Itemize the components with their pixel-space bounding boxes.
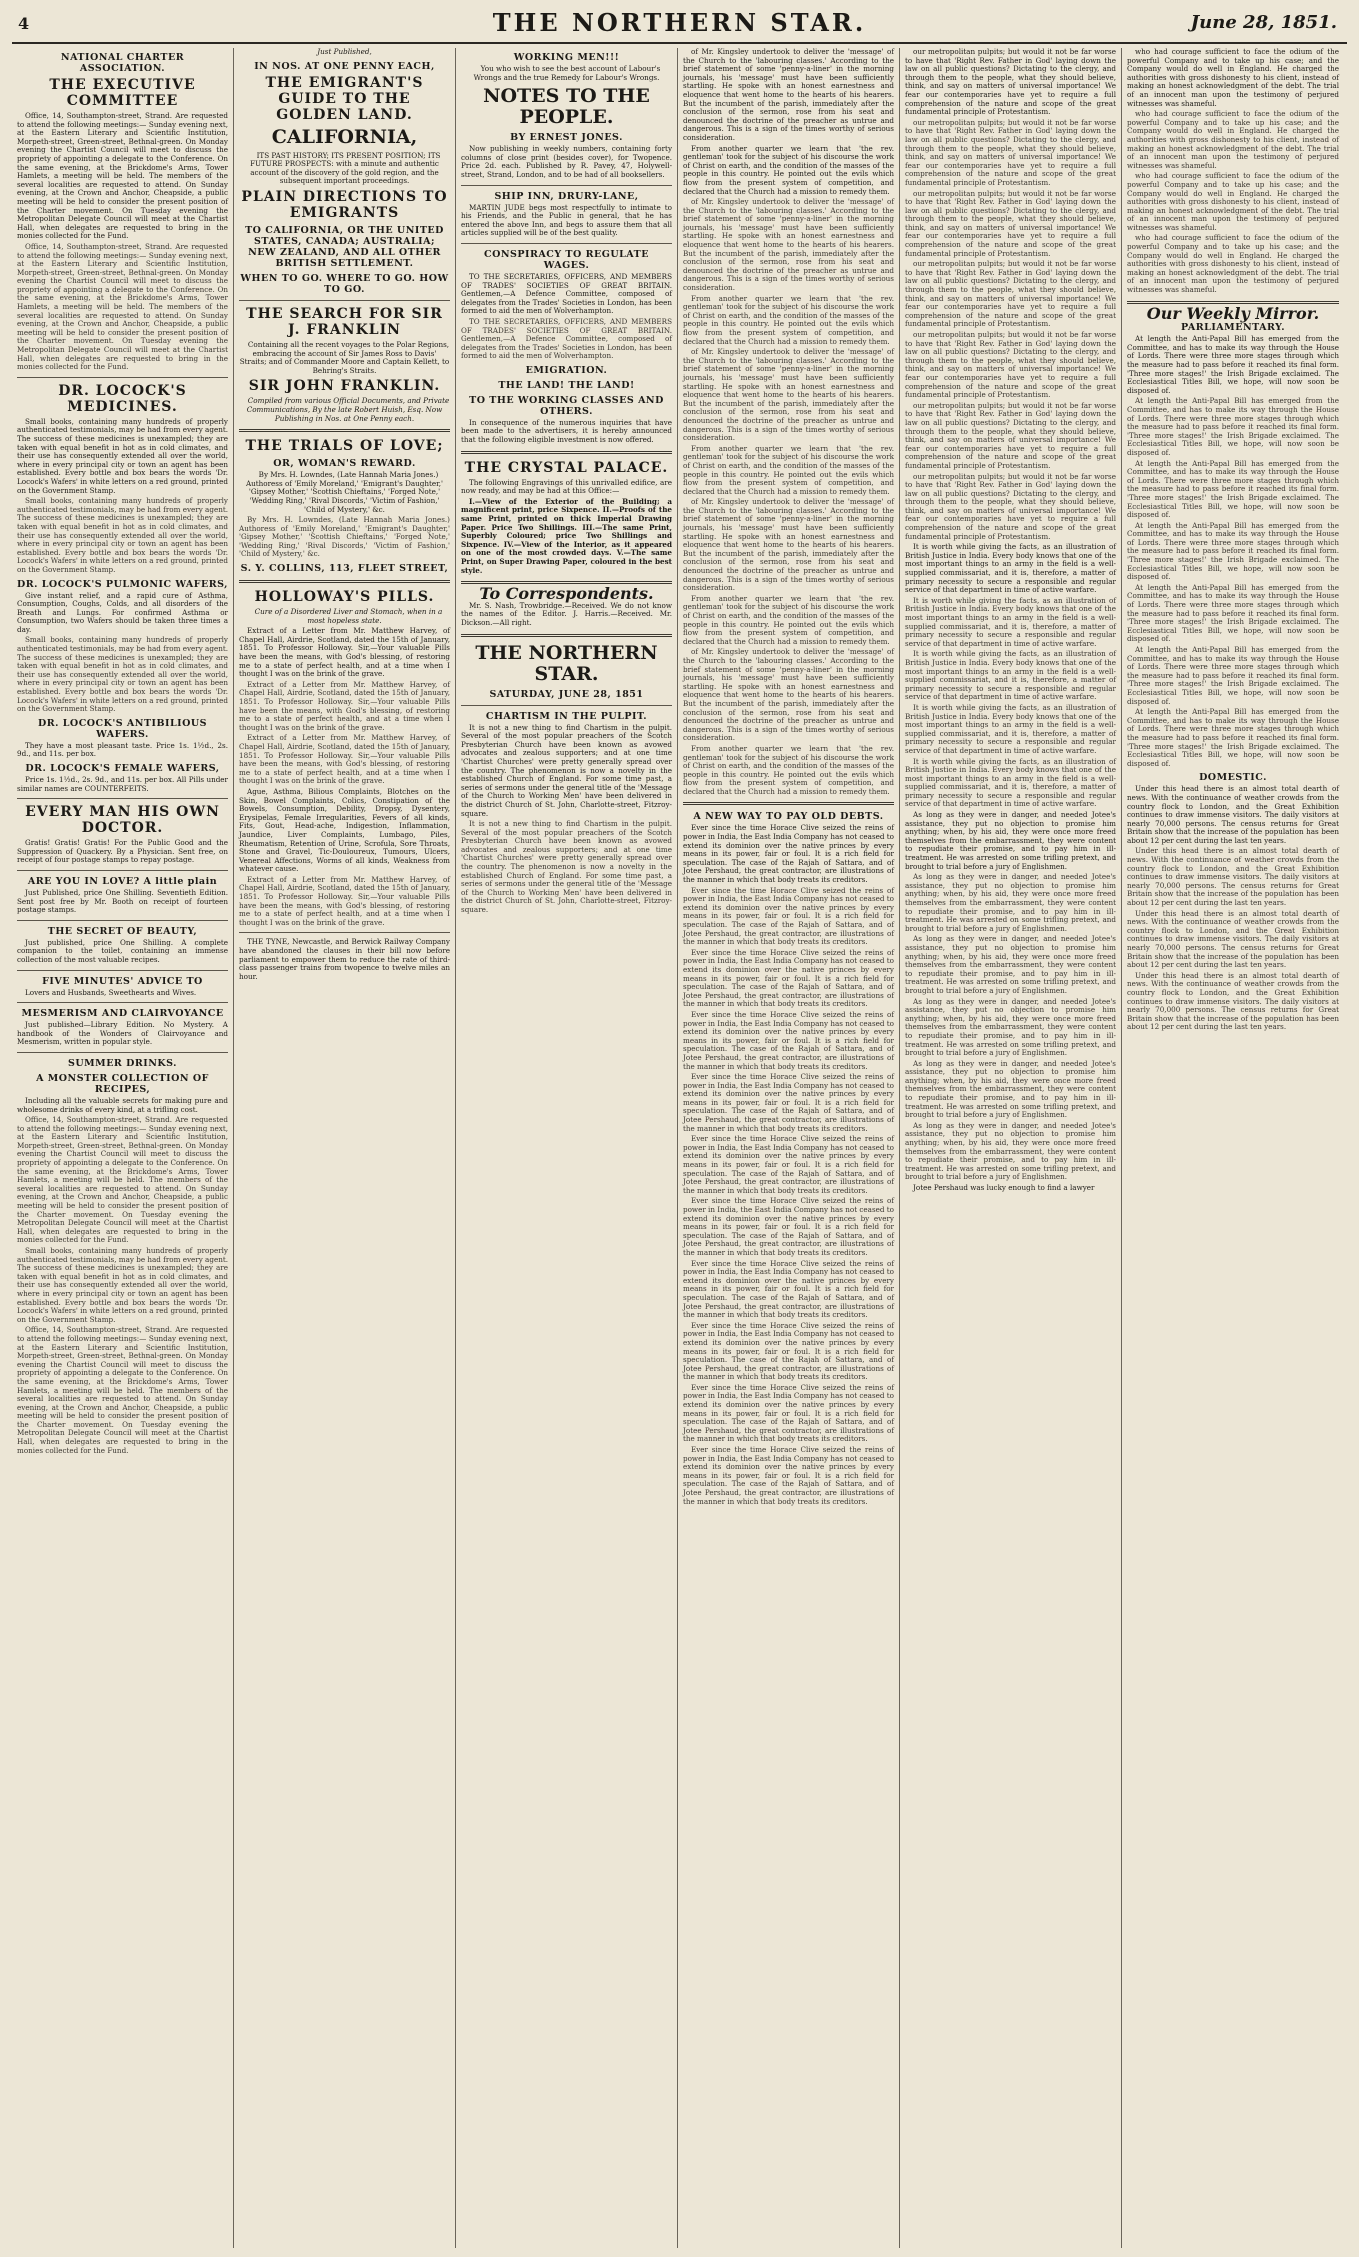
in-love-body: Just Published, price One Shilling. Seventieth Edition. Sent post free by Mr. Booth on receipt of fourteen postage stamps.	[17, 887, 228, 915]
old-debts-cont-3: Ever since the time Horace Clive seized the reins of power in India, the East India Company has not ceased to extend its dominion over the native princes by every means in its power, fair or foul. It is a rich field for speculation. The case of the Rajah of Sattara, and of Jotee Pershaud, the great contractor, are illustrations of the manner in which that body treats its creditors.	[683, 1009, 895, 1071]
five-minutes-title: FIVE MINUTES' ADVICE TO	[42, 975, 203, 987]
publisher-line: S. Y. COLLINS, 113, FLEET STREET,	[240, 563, 449, 575]
notes-to-people-heading: NOTES TO THE PEOPLE.	[483, 85, 650, 129]
pulpit-cont-4: our metropolitan pulpits; but would it not be far worse to have that 'Right Rev. Father in God' laying down the law on all public questions? Dictating to the clergy, and through them to the people, what they should believe, think, and say on matters of universal importance! We fear our contemporaries have yet to require a full comprehension of the nature and scope of the great fundamental principle of Protestantism.	[905, 330, 1116, 400]
masthead	[0, 0, 1359, 44]
california-body: ITS PAST HISTORY; ITS PRESENT POSITION; ITS FUTURE PROSPECTS: with a minute and authentic account of the discovery of the gold region, and the subsequent important proceedings.	[250, 150, 441, 186]
divider	[461, 634, 672, 637]
conspiracy-body: TO THE SECRETARIES, OFFICERS, AND MEMBERS OF TRADES' SOCIETIES OF GREAT BRITAIN. Gentlemen,—A Defence Committee, composed of delegates from the Trades' Societies in London, has been formed to aid the men of Wolverhampton.	[461, 271, 672, 316]
pulpit-article-cont: our metropolitan pulpits; but would it not be far worse to have that 'Right Rev. Father in God' laying down the law on all public questions? Dictating to the clergy, and through them to the people, what they should believe, think, and say on matters of universal importance! We fear our contemporaries have yet to require a full comprehension of the nature and scope of the great fundamental principle of Protestantism.	[905, 48, 1116, 117]
search-franklin-heading: THE SEARCH FOR SIR J. FRANKLIN	[246, 305, 443, 338]
executive-committee-heading: THE EXECUTIVE COMMITTEE	[49, 77, 196, 109]
company-cont-1: who had courage sufficient to face the odium of the powerful Company and to take up his case; and the Company would do well in England. He charged the authorities with gross dishonesty to his client, instead of making an honest acknowledgment of the debt. The trial of an innocent man upon the testimony of perjured witnesses was shameful.	[1127, 109, 1339, 170]
holloway-filler: Extract of a Letter from Mr. Matthew Harvey, of Chapel Hall, Airdrie, Scotland, dated the 15th of January, 1851. To Professor Holloway. Sir,—Your valuable Pills have been the means, with God's blessing, of restoring me to a state of perfect health, and at a time when I thought I was on the brink of the grave.	[239, 874, 450, 927]
summer-drinks-title: SUMMER DRINKS.	[68, 1057, 177, 1069]
divider	[461, 185, 672, 186]
working-men-heading: WORKING MEN!!!	[513, 52, 620, 63]
old-debts-heading: A NEW WAY TO PAY OLD DEBTS.	[693, 811, 884, 823]
correspondents-body: Mr. S. Nash, Trowbridge.—Received. We do not know the names of the Editor. J. Harris.—Received. Mr. Dickson.—All right.	[461, 600, 672, 627]
jotee-article: As long as they were in danger, and needed Jotee's assistance, they put no objection to promise him anything; when, by his aid, they were once more freed themselves from the embarrassment, they were content to repudiate their promise, and to pay him in ill-treatment. He was arrested on some trifling pretext, and brought to trial before a jury of Englishmen.	[905, 810, 1116, 871]
pulpit-cont-5: our metropolitan pulpits; but would it not be far worse to have that 'Right Rev. Father in God' laying down the law on all public questions? Dictating to the clergy, and through them to the people, what they should believe, think, and say on matters of universal importance! We fear our contemporaries have yet to require a full comprehension of the nature and scope of the great fundamental principle of Protestantism.	[905, 400, 1116, 470]
secret-beauty-title: THE SECRET OF BEAUTY,	[47, 925, 198, 937]
company-cont-2: who had courage sufficient to face the odium of the powerful Company and to take up his case; and the Company would do well in England. He charged the authorities with gross dishonesty to his client, instead of making an honest acknowledgment of the debt. The trial of an innocent man upon the testimony of perjured witnesses was shameful.	[1127, 171, 1339, 232]
five-minutes-body: Lovers and Husbands, Sweethearts and Wives.	[25, 987, 197, 997]
divider	[239, 429, 450, 432]
divider	[239, 300, 450, 301]
female-wafers-title: DR. LOCOCK'S FEMALE WAFERS,	[25, 763, 220, 774]
pulmonic-wafers-body-cont: Small books, containing many hundreds of properly authenticated testimonials, may be had from every agent. The success of these medicines is unexampled; they are taken with equal benefit in hot as in cold climates, and their use has consequently extended all over the world, where in every principal city or town an agent has been established. Every bottle and box bears the words 'Dr. Locock's Wafers' in white letters on a red ground, printed on the Government Stamp.	[17, 635, 228, 714]
pulmonic-wafers-title: DR. LOCOCK'S PULMONIC WAFERS,	[17, 578, 228, 590]
masthead-rule	[12, 42, 1347, 44]
col1-filler-2: Small books, containing many hundreds of properly authenticated testimonials, may be had from every agent. The success of these medicines is unexampled; they are taken with equal benefit in hot as in cold climates, and their use has consequently extended all over the world, where in every principal city or town an agent has been established. Every bottle and box bears the words 'Dr. Locock's Wafers' in white letters on a red ground, printed on the Government Stamp.	[17, 1246, 228, 1324]
jotee-footer: Jotee Pershaud was lucky enough to find a lawyer	[913, 1183, 1095, 1192]
old-debts-cont-8: Ever since the time Horace Clive seized the reins of power in India, the East India Company has not ceased to extend its dominion over the native princes by every means in its power, fair or foul. It is a rich field for speculation. The case of the Rajah of Sattara, and of Jotee Pershaud, the great contractor, are illustrations of the manner in which that body treats its creditors.	[683, 1320, 895, 1382]
old-debts-cont-2: Ever since the time Horace Clive seized the reins of power in India, the East India Company has not ceased to extend its dominion over the native princes by every means in its power, fair or foul. It is a rich field for speculation. The case of the Rajah of Sattara, and of Jotee Pershaud, the great contractor, are illustrations of the manner in which that body treats its creditors.	[683, 947, 895, 1009]
monster-collection-title: A MONSTER COLLECTION OF RECIPES,	[36, 1072, 209, 1095]
india-cont-2: It is worth while giving the facts, as an illustration of British Justice in India. Every body knows that one of the most important things to an army in the field is a well-supplied commissariat, and it is, therefore, a matter of primary necessity to secure a responsible and regular service of that department in time of active warfare.	[905, 649, 1116, 702]
issue-date: June 28, 1851.	[1190, 12, 1337, 33]
column-3	[456, 48, 678, 2248]
domestic-cont-3: Under this head there is an almost total dearth of news. With the continuance of weather crowds from the country flock to London, and the Great Exhibition continues to draw immense visitors. The daily visitors at nearly 70,000 persons. The census returns for Great Britain show that the increase of the population has been about 12 per cent during the last ten years.	[1127, 970, 1339, 1032]
crystal-palace-heading: THE CRYSTAL PALACE.	[464, 459, 669, 476]
india-justice-article: It is worth while giving the facts, as an illustration of British Justice in India. Every body knows that one of the most important things to an army in the field is a well-supplied commissariat, and it is, therefore, a matter of primary necessity to secure a responsible and regular service of that department in time of active warfare.	[905, 542, 1116, 595]
india-cont-3: It is worth while giving the facts, as an illustration of British Justice in India. Every body knows that one of the most important things to an army in the field is a well-supplied commissariat, and it is, therefore, a matter of primary necessity to secure a responsible and regular service of that department in time of active warfare.	[905, 702, 1116, 755]
locock-ad-title: DR. LOCOCK'S MEDICINES.	[58, 382, 187, 415]
chartism-pulpit-body: It is not a new thing to find Chartism in the pulpit. Several of the most popular preachers of the Scotch Presbyterian Church have been known as avowed advocates and zealous supporters; and at one time 'Chartist Churches' were pretty generally spread over the country. The phenomenon is now a novelty in the established Church of England. For some time past, a series of sermons under the general title of the 'Message of the Church to Working Men' have been delivered in the district Church of St. John, Charlotte-street, Fitzroy-square.	[461, 722, 672, 818]
holloway-sub: Cure of a Disordered Liver and Stomach, when in a most hopeless state.	[254, 607, 443, 625]
parliamentary-body: At length the Anti-Papal Bill has emerged from the Committee, and has to make its way through the House of Lords. There were three more stages through which the measure had to pass before it reached its final form. 'Three more stages!' the Irish Brigade exclaimed. The Ecclesiastical Titles Bill, we hope, will now soon be disposed of.	[1127, 334, 1339, 395]
own-doctor-body: Gratis! Gratis! Gratis! For the Public Good and the Suppression of Quackery. By a Physician. Sent free, on receipt of four postage stamps to repay postage.	[17, 838, 228, 865]
divider	[461, 243, 672, 244]
company-article: who had courage sufficient to face the odium of the powerful Company and to take up his case; and the Company would do well in England. He charged the authorities with gross dishonesty to his client, instead of making an honest acknowledgment of the debt. The trial of an innocent man upon the testimony of perjured witnesses was shameful.	[1127, 48, 1339, 108]
ernest-jones-byline: BY ERNEST JONES.	[510, 132, 623, 144]
parliamentary-heading: PARLIAMENTARY.	[1180, 322, 1286, 334]
old-debts-cont-1: Ever since the time Horace Clive seized the reins of power in India, the East India Company has not ceased to extend its dominion over the native princes by every means in its power, fair or foul. It is a rich field for speculation. The case of the Rajah of Sattara, and of Jotee Pershaud, the great contractor, are illustrations of the manner in which that body treats its creditors.	[683, 885, 895, 947]
domestic-heading: DOMESTIC.	[1199, 772, 1267, 784]
pulpit-cont-6: our metropolitan pulpits; but would it not be far worse to have that 'Right Rev. Father in God' laying down the law on all public questions? Dictating to the clergy, and through them to the people, what they should believe, think, and say on matters of universal importance! We fear our contemporaries have yet to require a full comprehension of the nature and scope of the great fundamental principle of Protestantism.	[905, 471, 1116, 541]
kingsley-cont-1: of Mr. Kingsley undertook to deliver the 'message' of the Church to the 'labouring classes.' According to the brief statement of some 'penny-a-liner' in the morning journals, his 'message' must have been sufficiently startling. He spoke with an honest earnestness and eloquence that went home to the hearts of his hearers. But the incumbent of the parish, immediately after the conclusion of the sermon, rose from his seat and denounced the doctrine of the preacher as untrue and dangerous. This is a sign of the times worthy of serious consideration.	[683, 197, 894, 293]
column-4	[678, 48, 900, 2248]
domestic-cont-1: Under this head there is an almost total dearth of news. With the continuance of weather crowds from the country flock to London, and the Great Exhibition continues to draw immense visitors. The daily visitors at nearly 70,000 persons. The census returns for Great Britain show that the increase of the population has been about 12 per cent during the last ten years.	[1127, 846, 1339, 908]
kingsley-cont-8: From another quarter we learn that 'the rev. gentleman' took for the subject of his discourse the work of Christ on earth, and the condition of the masses of the people in this country. He pointed out the evils which flow from the present system of competition, and declared that the Church had a mission to remedy them.	[683, 743, 894, 796]
column-2	[234, 48, 456, 2248]
col1-filler: Office, 14, Southampton-street, Strand. Are requested to attend the following meetings:— Sunday evening next, at the Eastern Literary and Scientific Institution, Morpeth-street, Green-street, Bethnal-green. On Monday evening the Chartist Council will meet to discuss the propriety of appointing a delegate to the Conference. On the same evening, at the Brickdome's Arms, Tower Hamlets, a meeting will be held. The members of the several localities are requested to attend. On Sunday evening, at the Crown and Anchor, Cheapside, a public meeting will be held to consider the present position of the Charter movement. On Tuesday evening the Metropolitan Delegate Council will meet at the Chartist Hall, when delegates are requested to bring in the monies collected for the Fund.	[17, 1115, 228, 1245]
trials-filler: By Mrs. H. Lowndes, (Late Hannah Maria Jones.) Authoress of 'Emily Moreland,' 'Emigrant's Daughter,' 'Gipsey Mother,' 'Scottish Chieftains,' 'Forged Note,' 'Wedding Ring,' 'Rival Discords,' 'Victim of Fashion,' 'Child of Mystery,' &c.	[239, 515, 450, 559]
divider	[17, 970, 228, 971]
just-published-label: Just Published,	[317, 48, 372, 56]
weekly-mirror-heading: Our Weekly Mirror.	[1146, 303, 1320, 323]
notes-body: Now publishing in weekly numbers, containing forty columns of close print (besides cover), for Twopence. Price 2d. each. Published by R. Pavey, 47, Holywell-street, Strand, London, and to be had of all booksellers.	[461, 144, 672, 179]
pulpit-cont-1: our metropolitan pulpits; but would it not be far worse to have that 'Right Rev. Father in God' laying down the law on all public questions? Dictating to the clergy, and through them to the people, what they should believe, think, and say on matters of universal importance! We fear our contemporaries have yet to require a full comprehension of the nature and scope of the great fundamental principle of Protestantism.	[905, 117, 1116, 187]
newspaper-title: THE NORTHERN STAR.	[492, 8, 867, 37]
columns	[12, 48, 1348, 2248]
mesmerism-title: MESMERISM AND CLAIRVOYANCE	[21, 1008, 224, 1020]
kingsley-cont-4: From another quarter we learn that 'the rev. gentleman' took for the subject of his discourse the work of Christ on earth, and the condition of the masses of the people in this country. He pointed out the evils which flow from the present system of competition, and declared that the Church had a mission to remedy them.	[683, 443, 894, 496]
divider	[239, 580, 450, 583]
jotee-cont-2: As long as they were in danger, and needed Jotee's assistance, they put no objection to promise him anything; when, by his aid, they were once more freed themselves from the embarrassment, they were content to repudiate their promise, and to pay him in ill-treatment. He was arrested on some trifling pretext, and brought to trial before a jury of Englishmen.	[905, 934, 1116, 995]
jotee-cont-3: As long as they were in danger, and needed Jotee's assistance, they put no objection to promise him anything; when, by his aid, they were once more freed themselves from the embarrassment, they were content to repudiate their promise, and to pay him in ill-treatment. He was arrested on some trifling pretext, and brought to trial before a jury of Englishmen.	[905, 996, 1116, 1058]
divider	[683, 802, 894, 805]
monster-collection-body: Including all the valuable secrets for making pure and wholesome drinks of every kind, at a trifling cost.	[17, 1095, 228, 1114]
land-body: In consequence of the numerous inquiries that have been made to the advertisers, it is hereby announced that the following eligible investment is now offered.	[461, 417, 672, 445]
india-cont-1: It is worth while giving the facts, as an illustration of British Justice in India. Every body knows that one of the most important things to an army in the field is a well-supplied commissariat, and it is, therefore, a matter of primary necessity to secure a responsible and regular service of that department in time of active warfare.	[905, 595, 1116, 648]
conspiracy-body-cont: TO THE SECRETARIES, OFFICERS, AND MEMBERS OF TRADES' SOCIETIES OF GREAT BRITAIN. Gentlemen,—A Defence Committee, composed of delegates from the Trades' Societies in London, has been formed to aid the men of Wolverhampton.	[461, 316, 672, 361]
chartism-pulpit-cont: It is not a new thing to find Chartism in the pulpit. Several of the most popular preachers of the Scotch Presbyterian Church have been known as avowed advocates and zealous supporters; and at one time 'Chartist Churches' were pretty generally spread over the country. The phenomenon is now a novelty in the established Church of England. For some time past, a series of sermons under the general title of the 'Message of the Church to Working Men' have been delivered in the district Church of St. John, Charlotte-street, Fitzroy-square.	[461, 819, 672, 915]
when-where-how: WHEN TO GO. WHERE TO GO. HOW TO GO.	[240, 272, 449, 295]
female-wafers-body: Price 1s. 1½d., 2s. 9d., and 11s. per box. All Pills under similar names are COUNTERFEITS.	[17, 775, 228, 793]
kingsley-cont-2: From another quarter we learn that 'the rev. gentleman' took for the subject of his discourse the work of Christ on earth, and the condition of the masses of the people in this country. He pointed out the evils which flow from the present system of competition, and declared that the Church had a mission to remedy them.	[683, 293, 894, 346]
divider	[17, 377, 228, 378]
old-debts-cont-4: Ever since the time Horace Clive seized the reins of power in India, the East India Company has not ceased to extend its dominion over the native princes by every means in its power, fair or foul. It is a rich field for speculation. The case of the Rajah of Sattara, and of Jotee Pershaud, the great contractor, are illustrations of the manner in which that body treats its creditors.	[683, 1072, 895, 1133]
kingsley-cont-3: of Mr. Kingsley undertook to deliver the 'message' of the Church to the 'labouring classes.' According to the brief statement of some 'penny-a-liner' in the morning journals, his 'message' must have been sufficiently startling. He spoke with an honest earnestness and eloquence that went home to the hearts of his hearers. But the incumbent of the parish, immediately after the conclusion of the sermon, rose from his seat and denounced the doctrine of the preacher as untrue and dangerous. This is a sign of the times worthy of serious consideration.	[683, 347, 894, 443]
domestic-cont-2: Under this head there is an almost total dearth of news. With the continuance of weather crowds from the country flock to London, and the Great Exhibition continues to draw immense visitors. The daily visitors at nearly 70,000 persons. The census returns for Great Britain show that the increase of the population has been about 12 per cent during the last ten years.	[1127, 908, 1339, 970]
california-heading: CALIFORNIA,	[271, 125, 418, 148]
col1-filler-3: Office, 14, Southampton-street, Strand. Are requested to attend the following meetings:— Sunday evening next, at the Eastern Literary and Scientific Institution, Morpeth-street, Green-street, Bethnal-green. On Monday evening the Chartist Council will meet to discuss the propriety of appointing a delegate to the Conference. On the same evening, at the Brickdome's Arms, Tower Hamlets, a meeting will be held. The members of the several localities are requested to attend. On Sunday evening, at the Crown and Anchor, Cheapside, a public meeting will be held to consider the present position of the Charter movement. On Tuesday evening the Metropolitan Delegate Council will meet at the Chartist Hall, when delegates are requested to bring in the monies collected for the Fund.	[17, 1325, 228, 1455]
holloway-body-cont-2: Extract of a Letter from Mr. Matthew Harvey, of Chapel Hall, Airdrie, Scotland, dated the 15th of January, 1851. To Professor Holloway. Sir,—Your valuable Pills have been the means, with God's blessing, of restoring me to a state of perfect health, and at a time when I thought I was on the brink of the grave.	[239, 733, 450, 786]
parliamentary-cont-6: At length the Anti-Papal Bill has emerged from the Committee, and has to make its way through the House of Lords. There were three more stages through which the measure had to pass before it reached its final form. 'Three more stages!' the Irish Brigade exclaimed. The Ecclesiastical Titles Bill, we hope, will now soon be disposed of.	[1127, 707, 1339, 768]
divider	[239, 932, 450, 933]
page-number: 4	[18, 14, 30, 33]
emigrants-guide-headline: THE EMIGRANT'S GUIDE TO THE GOLDEN LAND.	[265, 74, 424, 123]
land-sub: TO THE WORKING CLASSES AND OTHERS.	[469, 394, 664, 417]
martin-jude-body: MARTIN JUDE begs most respectfully to intimate to his Friends, and the Public in general, that he has entered the above Inn, and begs to assure them that all articles supplied will be of the best quality.	[461, 202, 672, 238]
column-5	[900, 48, 1122, 2248]
divider	[461, 705, 672, 706]
correspondents-heading: To Correspondents.	[479, 584, 654, 604]
locock-ad-body: Small books, containing many hundreds of properly authenticated testimonials, may be had from every agent. The success of these medicines is unexampled; they are taken with equal benefit in hot as in cold climates, and their use has consequently extended all over the world, where in every principal city or town an agent has been established. Every bottle and box bears the words 'Dr. Locock's Wafers' in white letters on a red ground, printed on the Government Stamp.	[17, 416, 228, 495]
column-6	[1122, 48, 1344, 2248]
kingsley-cont-6: From another quarter we learn that 'the rev. gentleman' took for the subject of his discourse the work of Christ on earth, and the condition of the masses of the people in this country. He pointed out the evils which flow from the present system of competition, and declared that the Church had a mission to remedy them.	[683, 593, 894, 646]
pulpit-cont-3: our metropolitan pulpits; but would it not be far worse to have that 'Right Rev. Father in God' laying down the law on all public questions? Dictating to the clergy, and through them to the people, what they should believe, think, and say on matters of universal importance! We fear our contemporaries have yet to require a full comprehension of the nature and scope of the great fundamental principle of Protestantism.	[905, 259, 1116, 329]
old-debts-cont-6: Ever since the time Horace Clive seized the reins of power in India, the East India Company has not ceased to extend its dominion over the native princes by every means in its power, fair or foul. It is a rich field for speculation. The case of the Rajah of Sattara, and of Jotee Pershaud, the great contractor, are illustrations of the manner in which that body treats its creditors.	[683, 1196, 895, 1257]
old-debts-cont-10: Ever since the time Horace Clive seized the reins of power in India, the East India Company has not ceased to extend its dominion over the native princes by every means in its power, fair or foul. It is a rich field for speculation. The case of the Rajah of Sattara, and of Jotee Pershaud, the great contractor, are illustrations of the manner in which that body treats its creditors.	[683, 1445, 895, 1506]
search-franklin-body: Containing all the recent voyages to the Polar Regions, embracing the account of Sir James Ross to Davis' Straits; and of Commander Moore and Captain Kellett, to Behring's Straits.	[239, 339, 450, 375]
penny-numbers-label: IN NOS. AT ONE PENNY EACH,	[254, 60, 435, 72]
divider	[17, 798, 228, 799]
plain-directions-body: TO CALIFORNIA, OR THE UNITED STATES, CANADA; AUSTRALIA; NEW ZEALAND, AND ALL OTHER BRITISH SETTLEMENT.	[245, 224, 444, 269]
charter-notices: Office, 14, Southampton-street, Strand. Are requested to attend the following meetings:— Sunday evening next, at the Eastern Literary and Scientific Institution, Morpeth-street, Green-street, Bethnal-green. On Monday evening the Chartist Council will meet to discuss the propriety of appointing a delegate to the Conference. On the same evening, at the Brickdome's Arms, Tower Hamlets, a meeting will be held. The members of the several localities are requested to attend. On Sunday evening, at the Crown and Anchor, Cheapside, a public meeting will be held to consider the present position of the Charter movement. On Tuesday evening the Metropolitan Delegate Council will meet at the Chartist Hall, when delegates are requested to bring in the monies collected for the Fund.	[17, 111, 228, 241]
secret-beauty-body: Just published, price One Shilling. A complete companion to the toilet, containing an immense collection of the most valuable recipes.	[17, 937, 228, 964]
franklin-body: Compiled from various Official Documents, and Private Communications, By the late Robert Huish, Esq. Now Publishing in Nos. at One Penny each.	[246, 396, 450, 423]
kingsley-article-2: From another quarter we learn that 'the rev. gentleman' took for the subject of his discourse the work of Christ on earth, and the condition of the masses of the people in this country. He pointed out the evils which flow from the present system of competition, and declared that the Church had a mission to remedy them.	[683, 143, 894, 196]
antibilious-wafers-body: They have a most pleasant taste. Price 1s. 1½d., 2s. 9d., and 11s. per box.	[17, 740, 228, 759]
crystal-palace-items: I.—View of the Exterior of the Building; a magnificent print, price Sixpence. II.—Proofs of the same Print, printed on thick Imperial Drawing Paper. Price Two Shillings. III.—The same Print, Superbly Coloured; price Two Shillings and Sixpence. IV.—View of the Interior, as it appeared on one of the most crowded days. V.—The same Print, on Super Drawing Paper, coloured in the best style.	[461, 496, 672, 575]
divider	[17, 1052, 228, 1053]
pulmonic-wafers-body: Give instant relief, and a rapid cure of Asthma, Consumption, Coughs, Colds, and all disorders of the Breath and Lungs. For confirmed Asthma or Consumption, two Wafers should be taken three times a day.	[17, 590, 228, 634]
crystal-palace-body: The following Engravings of this unrivalled edifice, are now ready, and may be had at this Office:—	[461, 477, 672, 496]
locock-ad-body-cont: Small books, containing many hundreds of properly authenticated testimonials, may be had from every agent. The success of these medicines is unexampled; they are taken with equal benefit in hot as in cold climates, and their use has consequently extended all over the world, where in every principal city or town an agent has been established. Every bottle and box bears the words 'Dr. Locock's Wafers' in white letters on a red ground, printed on the Government Stamp.	[17, 496, 228, 574]
parliamentary-cont-5: At length the Anti-Papal Bill has emerged from the Committee, and has to make its way through the House of Lords. There were three more stages through which the measure had to pass before it reached its final form. 'Three more stages!' the Irish Brigade exclaimed. The Ecclesiastical Titles Bill, we hope, will now soon be disposed of.	[1127, 645, 1339, 706]
in-love-title: ARE YOU IN LOVE? A little plain	[27, 875, 218, 887]
parliamentary-cont-4: At length the Anti-Papal Bill has emerged from the Committee, and has to make its way through the House of Lords. There were three more stages through which the measure had to pass before it reached its final form. 'Three more stages!' the Irish Brigade exclaimed. The Ecclesiastical Titles Bill, we hope, will now soon be disposed of.	[1127, 582, 1339, 644]
mesmerism-body: Just published—Library Edition. No Mystery. A handbook of the Wonders of Clairvoyance and Mesmerism, written in popular style.	[17, 1020, 228, 1047]
parliamentary-cont-1: At length the Anti-Papal Bill has emerged from the Committee, and has to make its way through the House of Lords. There were three more stages through which the measure had to pass before it reached its final form. 'Three more stages!' the Irish Brigade exclaimed. The Ecclesiastical Titles Bill, we hope, will now soon be disposed of.	[1127, 396, 1339, 457]
ship-inn-heading: SHIP INN, DRURY-LANE,	[494, 190, 639, 202]
jotee-cont-1: As long as they were in danger, and needed Jotee's assistance, they put no objection to promise him anything; when, by his aid, they were once more freed themselves from the embarrassment, they were content to repudiate their promise, and to pay him in ill-treatment. He was arrested on some trifling pretext, and brought to trial before a jury of Englishmen.	[905, 872, 1116, 933]
parliamentary-cont-3: At length the Anti-Papal Bill has emerged from the Committee, and has to make its way through the House of Lords. There were three more stages through which the measure had to pass before it reached its final form. 'Three more stages!' the Irish Brigade exclaimed. The Ecclesiastical Titles Bill, we hope, will now soon be disposed of.	[1127, 520, 1339, 582]
trials-of-love-heading: THE TRIALS OF LOVE;	[245, 438, 444, 455]
divider	[17, 1002, 228, 1003]
divider	[461, 451, 672, 454]
plain-directions-heading: PLAIN DIRECTIONS TO EMIGRANTS	[241, 188, 448, 221]
conspiracy-heading: CONSPIRACY TO REGULATE WAGES.	[484, 248, 649, 271]
trials-of-love-sub: OR, WOMAN'S REWARD.	[273, 458, 416, 470]
emigration-heading: EMIGRATION.	[525, 364, 608, 376]
pulpit-cont-2: our metropolitan pulpits; but would it not be far worse to have that 'Right Rev. Father in God' laying down the law on all public questions? Dictating to the clergy, and through them to the people, what they should believe, think, and say on matters of universal importance! We fear our contemporaries have yet to require a full comprehension of the nature and scope of the great fundamental principle of Protestantism.	[905, 188, 1116, 258]
charter-notices-cont: Office, 14, Southampton-street, Strand. Are requested to attend the following meetings:— Sunday evening next, at the Eastern Literary and Scientific Institution, Morpeth-street, Green-street, Bethnal-green. On Monday evening the Chartist Council will meet to discuss the propriety of appointing a delegate to the Conference. On the same evening, at the Brickdome's Arms, Tower Hamlets, a meeting will be held. The members of the several localities are requested to attend. On Sunday evening, at the Crown and Anchor, Cheapside, a public meeting will be held to consider the present position of the Charter movement. On Tuesday evening the Metropolitan Delegate Council will meet at the Chartist Hall, when delegates are requested to bring in the monies collected for the Fund.	[17, 241, 228, 372]
trials-of-love-body: By Mrs. H. Lowndes, (Late Hannah Maria Jones.) Authoress of 'Emily Moreland,' 'Emigrant's Daughter,' 'Gipsey Mother,' 'Scottish Chieftains,' 'Forged Note,' 'Wedding Ring,' 'Rival Discords,' 'Victim of Fashion,' 'Child of Mystery,' &c.	[245, 470, 444, 514]
jotee-cont-4: As long as they were in danger, and needed Jotee's assistance, they put no objection to promise him anything; when, by his aid, they were once more freed themselves from the embarrassment, they were content to repudiate their promise, and to pay him in ill-treatment. He was arrested on some trifling pretext, and brought to trial before a jury of Englishmen.	[905, 1058, 1116, 1120]
domestic-body: Under this head there is an almost total dearth of news. With the continuance of weather crowds from the country flock to London, and the Great Exhibition continues to draw immense visitors. The daily visitors at nearly 70,000 persons. The census returns for Great Britain show that the increase of the population has been about 12 per cent during the last ten years.	[1127, 784, 1339, 845]
jotee-cont-5: As long as they were in danger, and needed Jotee's assistance, they put no objection to promise him anything; when, by his aid, they were once more freed themselves from the embarrassment, they were content to repudiate their promise, and to pay him in ill-treatment. He was arrested on some trifling pretext, and brought to trial before a jury of Englishmen.	[905, 1120, 1116, 1182]
chartism-pulpit-heading: CHARTISM IN THE PULPIT.	[485, 710, 648, 722]
old-debts-cont-7: Ever since the time Horace Clive seized the reins of power in India, the East India Company has not ceased to extend its dominion over the native princes by every means in its power, fair or foul. It is a rich field for speculation. The case of the Rajah of Sattara, and of Jotee Pershaud, the great contractor, are illustrations of the manner in which that body treats its creditors.	[683, 1258, 895, 1320]
holloway-body: Extract of a Letter from Mr. Matthew Harvey, of Chapel Hall, Airdrie, Scotland, dated the 15th of January, 1851. To Professor Holloway. Sir,—Your valuable Pills have been the means, with God's blessing, of restoring me to a state of perfect health, and at a time when I thought I was on the brink of the grave.	[239, 626, 450, 679]
divider	[17, 920, 228, 921]
holloway-body-cont: Extract of a Letter from Mr. Matthew Harvey, of Chapel Hall, Airdrie, Scotland, dated the 15th of January, 1851. To Professor Holloway. Sir,—Your valuable Pills have been the means, with God's blessing, of restoring me to a state of perfect health, and at a time when I thought I was on the brink of the grave.	[239, 679, 450, 732]
railway-note: THE TYNE, Newcastle, and Berwick Railway Company have abandoned the clauses in their bill now before parliament to empower them to reduce the rate of third-class passenger trains from twopence to twelve miles an hour.	[239, 937, 450, 981]
column-1-heading: NATIONAL CHARTER ASSOCIATION.	[60, 52, 185, 74]
kingsley-article: of Mr. Kingsley undertook to deliver the 'message' of the Church to the 'labouring classes.' According to the brief statement of some 'penny-a-liner' in the morning journals, his 'message' must have been sufficiently startling. He spoke with an honest earnestness and eloquence that went home to the hearts of his hearers. But the incumbent of the parish, immediately after the conclusion of the sermon, rose from his seat and denounced the doctrine of the preacher as untrue and dangerous. This is a sign of the times worthy of serious consideration.	[683, 48, 894, 142]
column-1	[12, 48, 234, 2248]
editorial-date: SATURDAY, JUNE 28, 1851	[489, 688, 644, 700]
india-cont-4: It is worth while giving the facts, as an illustration of British Justice in India. Every body knows that one of the most important things to an army in the field is a well-supplied commissariat, and it is, therefore, a matter of primary necessity to secure a responsible and regular service of that department in time of active warfare.	[905, 756, 1116, 809]
company-cont-3: who had courage sufficient to face the odium of the powerful Company and to take up his case; and the Company would do well in England. He charged the authorities with gross dishonesty to his client, instead of making an honest acknowledgment of the debt. The trial of an innocent man upon the testimony of perjured witnesses was shameful.	[1127, 233, 1339, 295]
old-debts-body: Ever since the time Horace Clive seized the reins of power in India, the East India Company has not ceased to extend its dominion over the native princes by every means in its power, fair or foul. It is a rich field for speculation. The case of the Rajah of Sattara, and of Jotee Pershaud, the great contractor, are illustrations of the manner in which that body treats its creditors.	[683, 823, 895, 885]
kingsley-cont-7: of Mr. Kingsley undertook to deliver the 'message' of the Church to the 'labouring classes.' According to the brief statement of some 'penny-a-liner' in the morning journals, his 'message' must have been sufficiently startling. He spoke with an honest earnestness and eloquence that went home to the hearts of his hearers. But the incumbent of the parish, immediately after the conclusion of the sermon, rose from his seat and denounced the doctrine of the preacher as untrue and dangerous. This is a sign of the times worthy of serious consideration.	[683, 647, 894, 743]
kingsley-cont-5: of Mr. Kingsley undertook to deliver the 'message' of the Church to the 'labouring classes.' According to the brief statement of some 'penny-a-liner' in the morning journals, his 'message' must have been sufficiently startling. He spoke with an honest earnestness and eloquence that went home to the hearts of his hearers. But the incumbent of the parish, immediately after the conclusion of the sermon, rose from his seat and denounced the doctrine of the preacher as untrue and dangerous. This is a sign of the times worthy of serious consideration.	[683, 497, 894, 593]
holloway-diseases: Ague, Asthma, Bilious Complaints, Blotches on the Skin, Bowel Complaints, Colics, Constipation of the Bowels, Consumption, Debility, Dropsy, Dysentery, Erysipelas, Female Irregularities, Fevers of all kinds, Fits, Gout, Head-ache, Indigestion, Inflammation, Jaundice, Liver Complaints, Lumbago, Piles, Rheumatism, Retention of Urine, Scrofula, Sore Throats, Stone and Gravel, Tic-Douloureux, Tumours, Ulcers, Venereal Affections, Worms of all kinds, Weakness from whatever cause.	[239, 786, 450, 874]
old-debts-cont-9: Ever since the time Horace Clive seized the reins of power in India, the East India Company has not ceased to extend its dominion over the native princes by every means in its power, fair or foul. It is a rich field for speculation. The case of the Rajah of Sattara, and of Jotee Pershaud, the great contractor, are illustrations of the manner in which that body treats its creditors.	[683, 1382, 895, 1444]
northern-star-nameplate: THE NORTHERN STAR.	[475, 641, 658, 685]
parliamentary-cont-2: At length the Anti-Papal Bill has emerged from the Committee, and has to make its way through the House of Lords. There were three more stages through which the measure had to pass before it reached its final form. 'Three more stages!' the Irish Brigade exclaimed. The Ecclesiastical Titles Bill, we hope, will now soon be disposed of.	[1127, 458, 1339, 520]
divider	[17, 870, 228, 871]
old-debts-cont-5: Ever since the time Horace Clive seized the reins of power in India, the East India Company has not ceased to extend its dominion over the native princes by every means in its power, fair or foul. It is a rich field for speculation. The case of the Rajah of Sattara, and of Jotee Pershaud, the great contractor, are illustrations of the manner in which that body treats its creditors.	[683, 1134, 895, 1195]
land-heading: THE LAND! THE LAND!	[498, 379, 635, 391]
sir-john-franklin: SIR JOHN FRANKLIN.	[248, 378, 441, 395]
holloway-heading: HOLLOWAY'S PILLS.	[254, 589, 435, 606]
working-men-body: You who wish to see the best account of Labour's Wrongs and the true Remedy for Labour's Wrongs.	[473, 64, 661, 82]
antibilious-wafers-title: DR. LOCOCK'S ANTIBILIOUS WAFERS.	[37, 717, 208, 740]
own-doctor-title: EVERY MAN HIS OWN DOCTOR.	[25, 804, 220, 837]
